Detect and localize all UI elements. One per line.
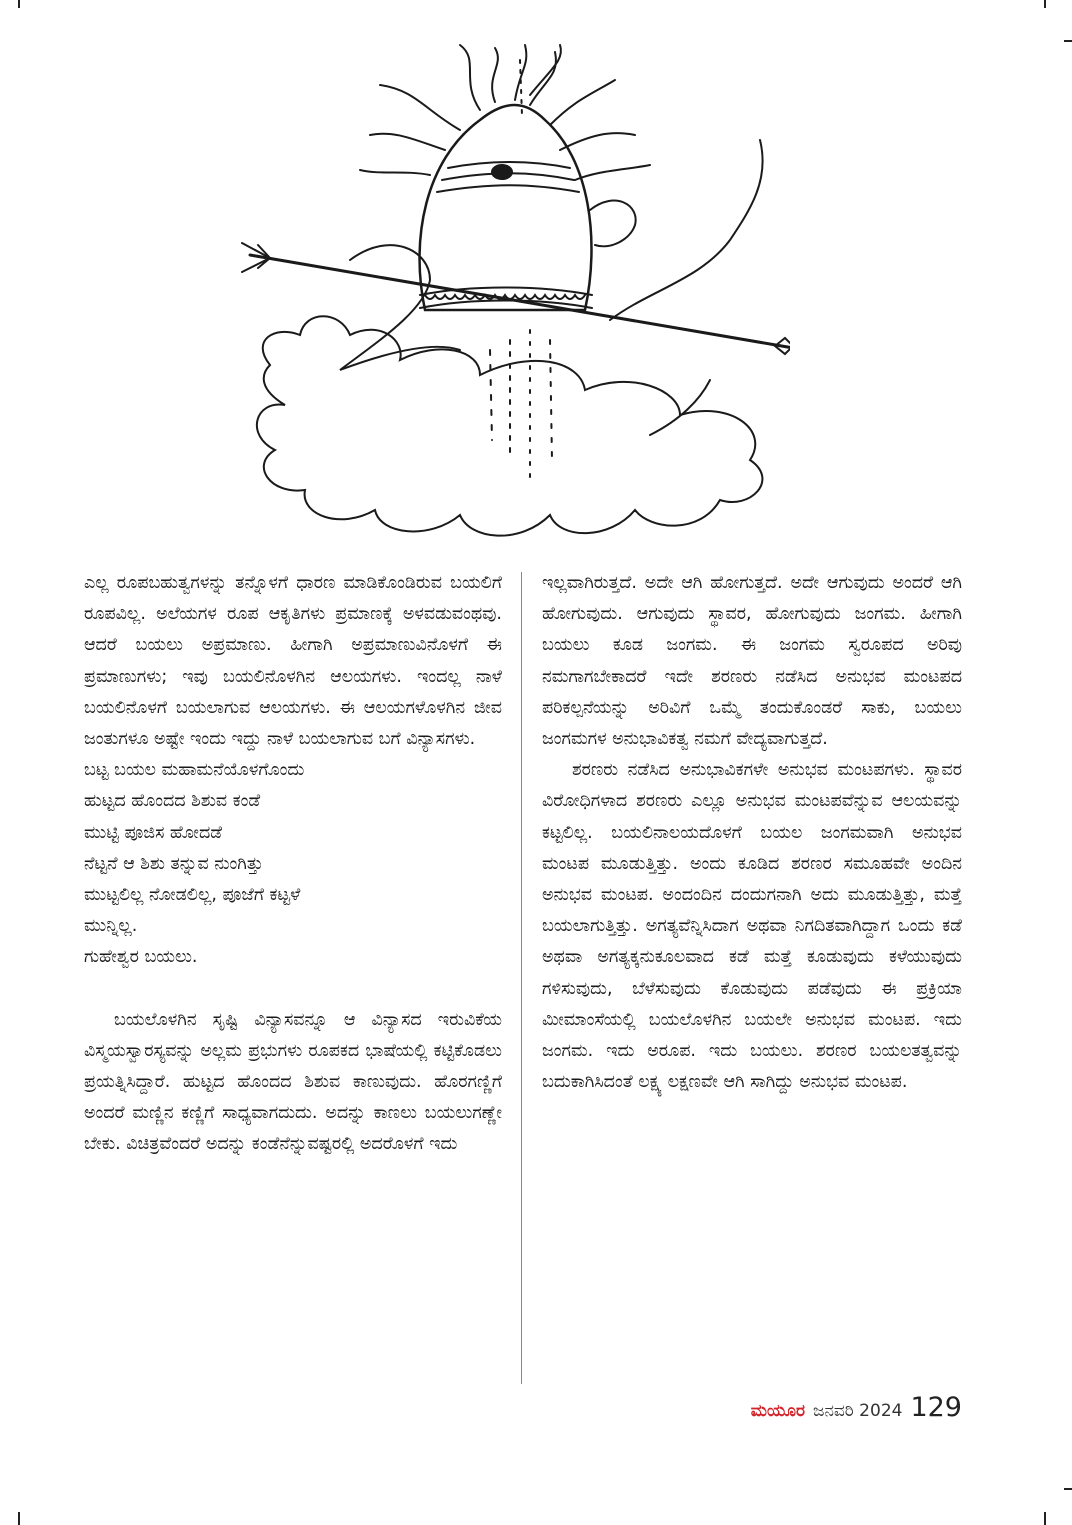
right-paragraph-1: ಇಲ್ಲವಾಗಿರುತ್ತದೆ. ಅದೇ ಆಗಿ ಹೋಗುತ್ತದೆ. ಅದೇ ಆಗುವುದು ಅಂದರೆ ಆಗಿ ಹೋಗುವುದು. ಆಗುವುದು ಸ್ಥಾವರ, ಹೋಗುವುದು ಜಂಗಮ. ಹೀಗಾಗಿ ಬಯಲು ಕೂಡ ಜಂಗಮ. ಈ ಜಂಗಮ ಸ್ವರೂಪದ ಅರಿವು ನಮಗಾಗಬೇಕಾದರೆ ಇದೇ ಶರಣರು ನಡೆಸಿದ ಅನುಭವ ಮಂಟಪದ ಪರಿಕಲ್ಪನೆಯನ್ನು ಅರಿವಿಗೆ ಒಮ್ಮೆ ತಂದುಕೊಂಡರೆ ಸಾಕು, ಬಯಲು ಜಂಗಮಗಳ ಅನುಭಾವಿಕತ್ವ ನಮಗೆ ವೇದ್ಯವಾಗುತ್ತದೆ.	[542, 573, 962, 750]
crop-mark-right-upper	[1064, 40, 1072, 42]
left-paragraph-1: ಎಲ್ಲ ರೂಪಬಹುತ್ವಗಳನ್ನು ತನ್ನೊಳಗೆ ಧಾರಣ ಮಾಡಿಕೊಂಡಿರುವ ಬಯಲಿಗೆ ರೂಪವಿಲ್ಲ. ಅಲೆಯಗಳ ರೂಪ ಆಕೃತಿಗಳು ಪ್ರಮಾಣಕ್ಕೆ ಅಳವಡುವಂಥವು. ಆದರೆ ಬಯಲು ಅಪ್ರಮಾಣು. ಹೀಗಾಗಿ ಅಪ್ರಮಾಣುವಿನೊಳಗೆ ಈ ಪ್ರಮಾಣುಗಳು; ಇವು ಬಯಲಿನೊಳಗಿನ ಆಲಯಗಳು. ಇಂದಲ್ಲ ನಾಳೆ ಬಯಲಿನೊಳಗೆ ಬಯಲಾಗುವ ಆಲಯಗಳು. ಈ ಆಲಯಗಳೊಳಗಿನ ಜೀವ ಜಂತುಗಳೂ ಅಷ್ಟೇ ಇಂದು ಇದ್ದು ನಾಳೆ ಬಯಲಾಗುವ ಬಗೆ ವಿನ್ಯಾಸಗಳು.	[84, 573, 502, 750]
verse-line: ಮುಟ್ಟಿ ಪೂಜಿಸ ಹೋದಡೆ	[84, 822, 223, 843]
verse-line: ಬಟ್ಟ ಬಯಲ ಮಹಾಮನೆಯೊಳಗೊಂದು	[84, 760, 305, 781]
vachana-verse	[84, 755, 502, 973]
column-divider	[521, 572, 522, 1384]
crop-mark-bottom-left	[18, 1512, 20, 1525]
verse-line: ನೆಟ್ಟನೆ ಆ ಶಿಶು ತನ್ನುವ ನುಂಗಿತ್ತು	[84, 853, 264, 874]
right-paragraph-2: ಶರಣರು ನಡೆಸಿದ ಅನುಭಾವಿಕಗಳೇ ಅನುಭವ ಮಂಟಪಗಳು. ಸ್ಥಾವರ ವಿರೋಧಿಗಳಾದ ಶರಣರು ಎಲ್ಲೂ ಅನುಭವ ಮಂಟಪವೆನ್ನುವ ಆಲಯವನ್ನು ಕಟ್ಟಲಿಲ್ಲ. ಬಯಲಿನಾಲಯದೊಳಗೆ ಬಯಲ ಜಂಗಮವಾಗಿ ಅನುಭವ ಮಂಟಪ ಮೂಡುತ್ತಿತ್ತು. ಅಂದು ಕೂಡಿದ ಶರಣರ ಸಮೂಹವೇ ಅಂದಿನ ಅನುಭವ ಮಂಟಪ. ಅಂದಂದಿನ ದಂದುಗನಾಗಿ ಅದು ಮೂಡುತ್ತಿತ್ತು, ಮತ್ತೆ ಬಯಲಾಗುತ್ತಿತ್ತು. ಅಗತ್ಯವೆನ್ನಿಸಿದಾಗ ಅಥವಾ ನಿಗದಿತವಾಗಿದ್ದಾಗ ಒಂದು ಕಡೆ ಅಥವಾ ಅಗತ್ಯಕ್ಕನುಕೂಲವಾದ ಕಡೆ ಮತ್ತೆ ಕೂಡುವುದು ಕಳೆಯುವುದು ಗಳಿಸುವುದು, ಬೆಳೆಸುವುದು ಕೊಡುವುದು ಪಡೆವುದು ಈ ಪ್ರಕ್ರಿಯಾ ಮೀಮಾಂಸೆಯಲ್ಲಿ ಬಯಲೊಳಗಿನ ಬಯಲೇ ಅನುಭವ ಮಂಟಪ. ಇದು ಜಂಗಮ. ಇದು ಅರೂಪ. ಇದು ಬಯಲು. ಶರಣರ ಬಯಲತತ್ವವನ್ನು ಬದುಕಾಗಿಸಿದಂತೆ ಲಕ್ಷ್ಯ ಲಕ್ಷಣವೇ ಆಗಿ ಸಾಗಿದ್ದು ಅನುಭವ ಮಂಟಪ.	[542, 760, 962, 1093]
issue-date: ಜನವರಿ 2024	[813, 1401, 903, 1421]
crop-mark-top-right	[1044, 0, 1046, 8]
right-column	[542, 568, 962, 1098]
crop-mark-right-lower	[1064, 1488, 1072, 1490]
page-number: 129	[910, 1392, 962, 1423]
left-column	[84, 568, 502, 1161]
crop-mark-bottom-right	[1044, 1512, 1046, 1525]
magazine-brand: ಮಯೂರ	[750, 1401, 806, 1421]
shiva-linga-illustration	[230, 40, 790, 555]
page-footer	[751, 1392, 962, 1423]
crop-mark-top-left	[18, 0, 20, 8]
verse-line: ಗುಹೇಶ್ವರ ಬಯಲು.	[84, 947, 198, 968]
verse-line: ಮುಟ್ಟಲಿಲ್ಲ ನೋಡಲಿಲ್ಲ, ಪೂಜೆಗೆ ಕಟ್ಟಳೆ	[84, 885, 301, 906]
verse-line: ಹುಟ್ಟದ ಹೊಂದದ ಶಿಶುವ ಕಂಡೆ	[84, 791, 261, 812]
verse-line: ಮುನ್ನಿಲ್ಲ.	[84, 916, 138, 937]
left-paragraph-2: ಬಯಲೊಳಗಿನ ಸೃಷ್ಟಿ ವಿನ್ಯಾಸವನ್ನೂ ಆ ವಿನ್ಯಾಸದ ಇರುವಿಕೆಯ ವಿಸ್ಮಯಸ್ವಾರಸ್ಯವನ್ನು ಅಲ್ಲಮ ಪ್ರಭುಗಳು ರೂಪಕದ ಭಾಷೆಯಲ್ಲಿ ಕಟ್ಟಿಕೊಡಲು ಪ್ರಯತ್ನಿಸಿದ್ದಾರೆ. ಹುಟ್ಟದ ಹೊಂದದ ಶಿಶುವ ಕಾಣುವುದು. ಹೊರಗಣ್ಣಿಗೆ ಅಂದರೆ ಮಣ್ಣಿನ ಕಣ್ಣಿಗೆ ಸಾಧ್ಯವಾಗದುದು. ಅದನ್ನು ಕಾಣಲು ಬಯಲುಗಣ್ಣೇ ಬೇಕು. ವಿಚಿತ್ರವೆಂದರೆ ಅದನ್ನು ಕಂಡೆನೆನ್ನುವಷ್ಟರಲ್ಲಿ ಅದರೊಳಗೆ ಇದು	[84, 1009, 502, 1155]
